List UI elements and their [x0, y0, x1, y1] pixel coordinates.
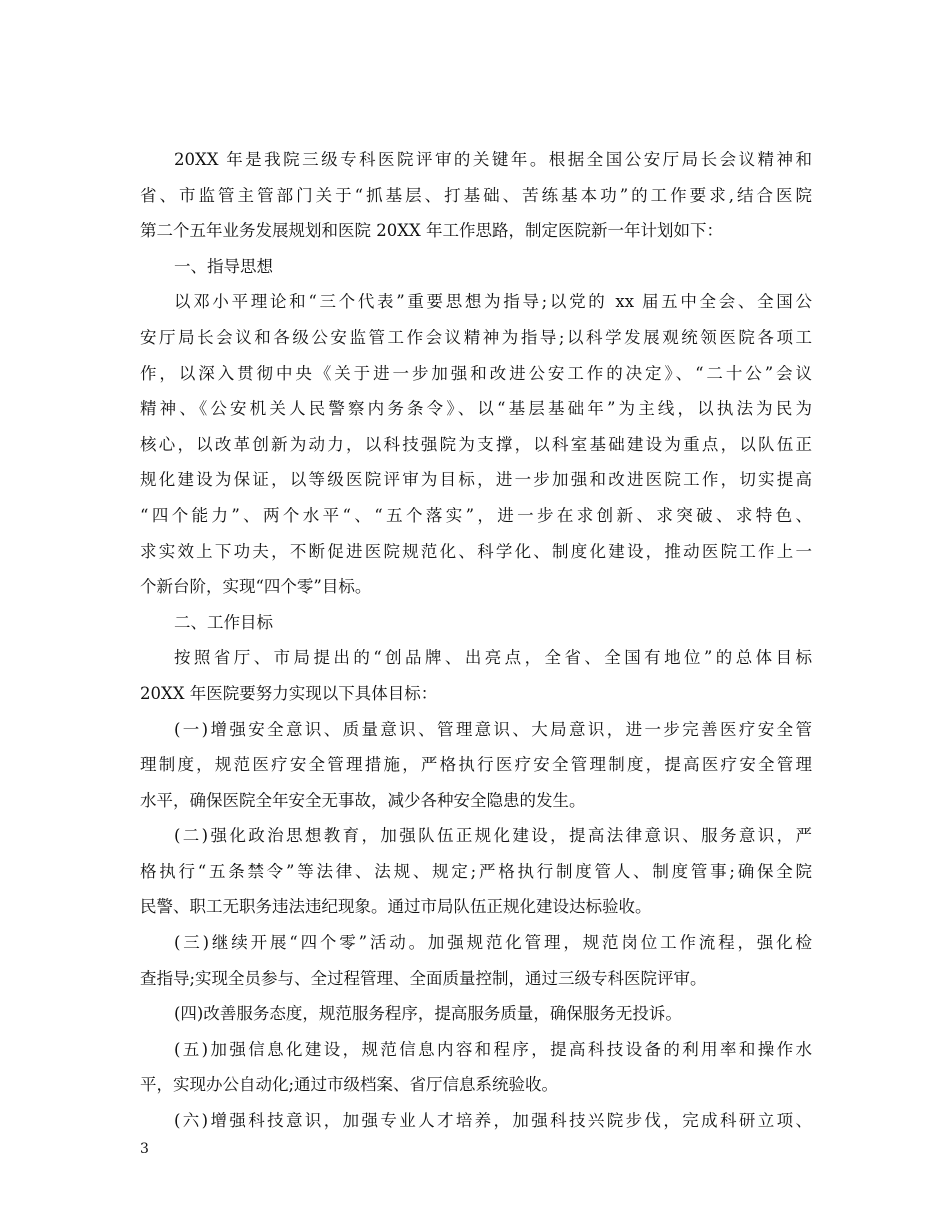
text-line: “四个能力”、两个水平“、“五个落实”，进一步在求创新、求突破、求特色、 — [140, 505, 812, 525]
text-line: 水平，确保医院全年安全无事故，减少各种安全隐患的发生。 — [140, 790, 586, 810]
text-line: 二、工作目标 — [174, 612, 273, 632]
text-line: 一、指导思想 — [174, 256, 273, 276]
body-text — [140, 142, 812, 1139]
text-line: 平，实现办公自动化;通过市级档案、省厅信息系统验收。 — [140, 1075, 559, 1095]
text-line: 20XX 年是我院三级专科医院评审的关键年。根据全国公安厅局长会议精神和 — [174, 150, 812, 169]
text-line: 按照省厅、市局提出的“创品牌、出亮点，全省、全国有地位”的总体目标 — [174, 648, 812, 668]
text-line: (二)强化政治思想教育，加强队伍正规化建设，提高法律意识、服务意识，严 — [174, 826, 812, 846]
text-line: 理制度，规范医疗安全管理措施，严格执行医疗安全管理制度，提高医疗安全管理 — [140, 755, 812, 775]
text-line: 求实效上下功夫，不断促进医院规范化、科学化、制度化建设，推动医院工作上一 — [140, 541, 812, 561]
text-line: 作，以深入贯彻中央《关于进一步加强和改进公安工作的决定》、“二十公”会议 — [140, 363, 812, 383]
text-line: 个新台阶，实现“四个零”目标。 — [140, 577, 372, 597]
text-line: 规化建设为保证，以等级医院评审为目标，进一步加强和改进医院工作，切实提高 — [140, 470, 812, 490]
text-line: (五)加强信息化建设，规范信息内容和程序，提高科技设备的利用率和操作水 — [174, 1039, 812, 1059]
text-line: (三)继续开展“四个零”活动。加强规范化管理，规范岗位工作流程，强化检 — [174, 933, 812, 953]
text-line: 查指导;实现全员参与、全过程管理、全面质量控制，通过三级专科医院评审。 — [140, 968, 707, 988]
text-line: 格执行“五条禁令”等法律、法规、规定;严格执行制度管人、制度管事;确保全院 — [140, 861, 812, 881]
text-line: 省、市监管主管部门关于“抓基层、打基础、苦练基本功”的工作要求,结合医院 — [140, 185, 812, 205]
text-line: 20XX 年医院要努力实现以下具体目标： — [140, 683, 438, 703]
text-line: 民警、职工无职务违法违纪现象。通过市局队伍正规化建设达标验收。 — [140, 897, 652, 917]
text-line: 精神、《公安机关人民警察内务条令》、以“基层基础年”为主线，以执法为民为 — [140, 399, 812, 419]
text-line: (四)改善服务态度，规范服务程序，提高服务质量，确保服务无投诉。 — [174, 1004, 682, 1024]
page-number: 3 — [140, 1141, 149, 1157]
text-line: (一)增强安全意识、质量意识、管理意识、大局意识，进一步完善医疗安全管 — [174, 719, 812, 739]
text-line: 核心，以改革创新为动力，以科技强院为支撑，以科室基础建设为重点，以队伍正 — [140, 434, 812, 454]
text-line: 安厅局长会议和各级公安监管工作会议精神为指导;以科学发展观统领医院各项工 — [140, 327, 812, 347]
text-line: 第二个五年业务发展规划和医院 20XX 年工作思路，制定医院新一年计划如下： — [140, 221, 723, 241]
text-line: (六)增强科技意识，加强专业人才培养，加强科技兴院步伐，完成科研立项、 — [174, 1111, 812, 1131]
text-line: 以邓小平理论和“三个代表”重要思想为指导;以党的 xx 届五中全会、全国公 — [174, 292, 812, 312]
